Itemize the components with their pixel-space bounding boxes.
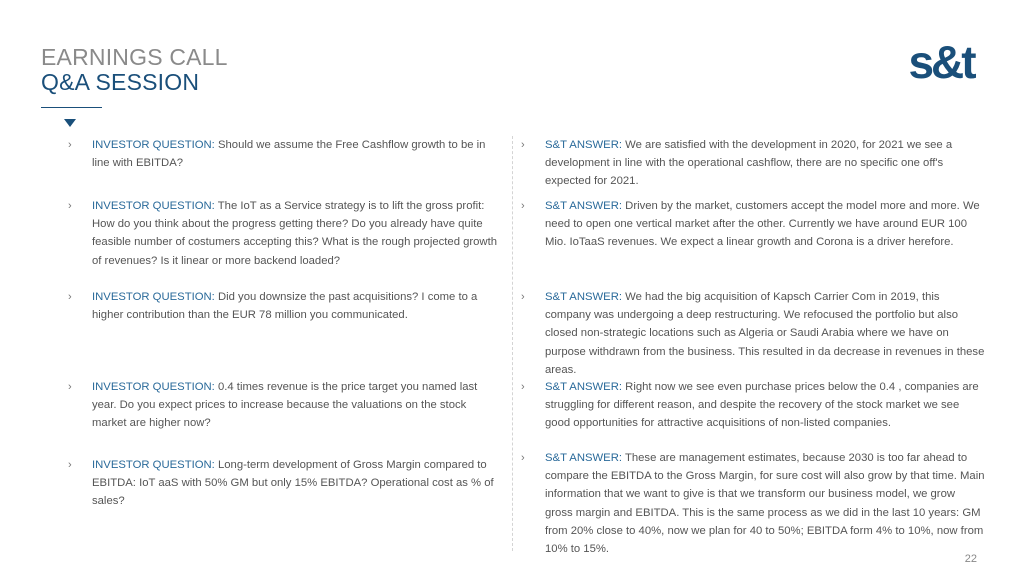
answer-text: We are satisfied with the development in 2020, for 2021 we see a development in line with the operational cashflow, there are no specific one off's expected for 2021. — [545, 139, 953, 188]
chevron-right-icon: › — [68, 291, 72, 303]
question-label: INVESTOR QUESTION: — [92, 139, 215, 151]
question-label: INVESTOR QUESTION: — [92, 381, 215, 393]
chevron-right-icon: › — [521, 139, 525, 151]
question-text: Long-term development of Gross Margin compared to EBITDA: IoT aaS with 50% GM but only 15% EBITDA? Operational cost as % of sales? — [92, 459, 494, 508]
slide-title: EARNINGS CALL — [41, 44, 228, 70]
chevron-right-icon: › — [521, 452, 525, 464]
question-label: INVESTOR QUESTION: — [92, 200, 215, 212]
investor-question — [68, 136, 500, 172]
chevron-right-icon: › — [521, 200, 525, 212]
answer-text: We had the big acquisition of Kapsch Carrier Com in 2019, this company was undergoing a deep restructuring. We refocused the portfolio but also closed non-strategic locations such as Algeria or Saudi Arabia where we have on purpose withdrawn from the business. This resulted in da decrease in revenues in these areas. — [545, 291, 985, 376]
investor-question — [68, 456, 500, 511]
chevron-right-icon: › — [68, 200, 72, 212]
svg-text:s&t: s&t — [908, 40, 974, 84]
chevron-right-icon: › — [68, 381, 72, 393]
question-text: The IoT as a Service strategy is to lift the gross profit: How do you think about the progress getting there? Do you already have quite feasible number of costumers accepting this? What is the rough projected growth of revenues? Is it linear or more backend loaded? — [92, 200, 498, 267]
answer-text: Driven by the market, customers accept the model more and more. We need to open one vertical market after the other. Currently we have around EUR 100 Mio. IoTaaS revenues. We expect a linear growth and Corona is a driver herefore. — [545, 200, 980, 249]
question-text: Did you downsize the past acquisitions? I come to a higher contribution than the EUR 78 million you communicated. — [92, 291, 478, 322]
investor-question — [68, 197, 500, 270]
answer-label: S&T ANSWER: — [545, 381, 623, 393]
answer-label: S&T ANSWER: — [545, 200, 623, 212]
chevron-right-icon: › — [68, 139, 72, 151]
question-label: INVESTOR QUESTION: — [92, 291, 215, 303]
answer-label: S&T ANSWER: — [545, 291, 623, 303]
question-label: INVESTOR QUESTION: — [92, 459, 215, 471]
chevron-right-icon: › — [521, 291, 525, 303]
answer-text: These are management estimates, because 2030 is too far ahead to compare the EBITDA to the Gross Margin, for sure cost will also grow by that time. Main information that we want to give is that we transform our business model, we grow gross margin and EBITDA. This is the same process as we did in the last 10 years: GM from 20% close to 40%, now we plan for 40 to 50%; EBITDA form 4% to 10%, now from 10% to 15%. — [545, 452, 985, 556]
st-answer — [521, 378, 985, 433]
page-number: 22 — [964, 553, 977, 565]
slide-subtitle: Q&A SESSION — [41, 69, 200, 95]
chevron-right-icon: › — [521, 381, 525, 393]
st-answer — [521, 136, 985, 191]
column-divider — [512, 136, 513, 551]
chevron-right-icon: › — [68, 459, 72, 471]
st-answer — [521, 197, 985, 252]
investor-question — [68, 288, 500, 324]
answer-text: Right now we see even purchase prices below the 0.4 , companies are struggling for different reason, and despite the recovery of the stock market we see good opportunities for attractive acquisitions of non-listed companies. — [545, 381, 979, 430]
triangle-down-icon — [64, 119, 76, 127]
st-answer — [521, 288, 985, 379]
question-text: Should we assume the Free Cashflow growth to be in line with EBITDA? — [92, 139, 486, 170]
answer-label: S&T ANSWER: — [545, 139, 623, 151]
st-answer — [521, 449, 985, 558]
investor-question — [68, 378, 500, 433]
title-underline — [41, 107, 102, 108]
st-logo — [895, 40, 987, 84]
answer-label: S&T ANSWER: — [545, 452, 623, 464]
question-text: 0.4 times revenue is the price target you named last year. Do you expect prices to increase because the valuations on the stock market are higher now? — [92, 381, 478, 430]
